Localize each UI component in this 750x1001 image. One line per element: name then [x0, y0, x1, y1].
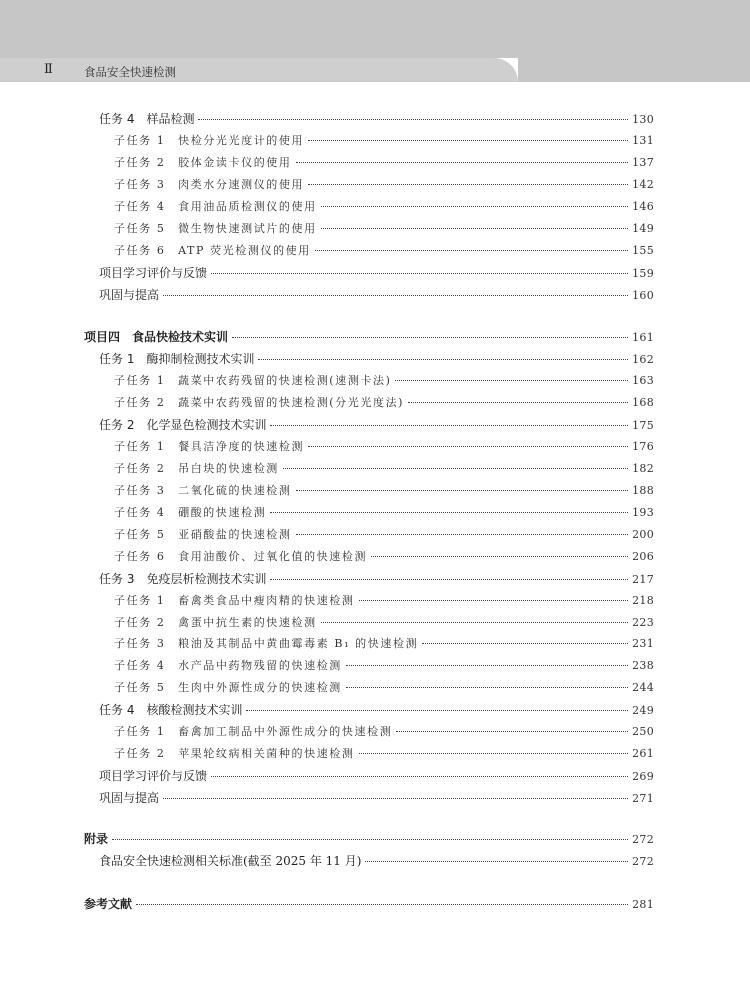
toc-entry-sub[interactable]: [114, 242, 654, 262]
toc-entry-page: 176: [632, 440, 654, 453]
toc-entry-sub[interactable]: [114, 526, 654, 546]
toc-entry-sub[interactable]: [114, 372, 654, 392]
toc-entry-section[interactable]: [99, 767, 654, 787]
toc-entry-title: 项目四 食品快检技术实训: [84, 330, 229, 344]
toc-entry-sub[interactable]: [114, 635, 654, 655]
toc-entry-title: 参考文献: [84, 897, 133, 911]
toc-entry-title: 子任务 4 食用油品质检测仪的使用: [114, 200, 317, 213]
toc-entry-title: 项目学习评价与反馈: [99, 769, 208, 783]
toc-entry-page: 160: [632, 289, 654, 302]
header-tab: [0, 58, 518, 82]
toc-entry-sub[interactable]: [114, 657, 654, 677]
toc-entry-page: 217: [632, 573, 654, 586]
dot-leader: [321, 228, 628, 229]
toc-entry-project[interactable]: [84, 830, 654, 850]
toc-entry-sub[interactable]: [114, 723, 654, 743]
toc-entry-sub[interactable]: [114, 154, 654, 174]
toc-entry-page: 200: [632, 528, 654, 541]
dot-leader: [163, 295, 628, 296]
toc-entry-sub[interactable]: [114, 220, 654, 240]
toc-entry-sub[interactable]: [114, 394, 654, 414]
toc-entry-page: 193: [632, 506, 654, 519]
toc-entry-page: 175: [632, 419, 654, 432]
dot-leader: [198, 119, 628, 120]
toc-entry-title: 巩固与提高: [99, 288, 160, 302]
toc-entry-section[interactable]: [99, 264, 654, 284]
toc-entry-sub[interactable]: [114, 176, 654, 196]
toc-entry-sub[interactable]: [114, 198, 654, 218]
dot-leader: [270, 425, 628, 426]
toc-entry-page: 137: [632, 156, 654, 169]
toc-entry-page: 188: [632, 484, 654, 497]
toc-entry-title: 子任务 4 硼酸的快速检测: [114, 506, 267, 519]
dot-leader: [270, 512, 628, 513]
toc-entry-title: 食品安全快速检测相关标准(截至 2025 年 11 月): [99, 854, 362, 868]
dot-leader: [422, 643, 628, 644]
toc-entry-page: 223: [632, 616, 654, 629]
toc-entry-page: 142: [632, 178, 654, 191]
dot-leader: [359, 600, 629, 601]
dot-leader: [371, 556, 628, 557]
toc-entry-page: 206: [632, 550, 654, 563]
toc-entry-title: 子任务 5 微生物快速测试片的使用: [114, 222, 317, 235]
toc-entry-page: 281: [632, 898, 654, 911]
toc-entry-sub[interactable]: [114, 438, 654, 458]
toc-entry-task[interactable]: [99, 350, 654, 370]
toc-entry-sub[interactable]: [114, 745, 654, 765]
toc-entry-title: 任务 4 核酸检测技术实训: [99, 703, 243, 717]
toc-entry-page: 168: [632, 396, 654, 409]
dot-leader: [315, 250, 628, 251]
dot-leader: [258, 359, 628, 360]
dot-leader: [283, 468, 628, 469]
toc-entry-project[interactable]: [84, 328, 654, 348]
toc-entry-std[interactable]: [99, 852, 654, 872]
toc-entry-title: 子任务 2 吊白块的快速检测: [114, 462, 279, 475]
toc-entry-page: 155: [632, 244, 654, 257]
toc-entry-task[interactable]: [99, 110, 654, 130]
dot-leader: [308, 140, 628, 141]
dot-leader: [211, 273, 628, 274]
toc-entry-title: 子任务 4 水产品中药物残留的快速检测: [114, 659, 342, 672]
toc-entry-title: 子任务 2 苹果轮纹病相关菌种的快速检测: [114, 747, 355, 760]
toc-entry-task[interactable]: [99, 701, 654, 721]
toc-entry-sub[interactable]: [114, 132, 654, 152]
toc-entry-section[interactable]: [99, 789, 654, 809]
dot-leader: [296, 490, 629, 491]
dot-leader: [346, 665, 628, 666]
toc-entry-task[interactable]: [99, 570, 654, 590]
toc-entry-title: 子任务 6 食用油酸价、过氧化值的快速检测: [114, 550, 368, 563]
toc-entry-title: 子任务 5 生肉中外源性成分的快速检测: [114, 681, 342, 694]
page-number: Ⅱ: [44, 62, 53, 77]
toc-entry-title: 子任务 3 粮油及其制品中黄曲霉毒素 B₁ 的快速检测: [114, 637, 419, 650]
toc-entry-project[interactable]: [84, 895, 654, 915]
book-title: 食品安全快速检测: [84, 65, 176, 79]
toc-entry-title: 子任务 1 畜禽加工制品中外源性成分的快速检测: [114, 725, 393, 738]
toc-entry-page: 244: [632, 681, 654, 694]
toc-entry-title: 任务 2 化学显色检测技术实训: [99, 418, 267, 432]
toc-entry-title: 子任务 2 禽蛋中抗生素的快速检测: [114, 616, 317, 629]
dot-leader: [365, 861, 628, 862]
toc-entry-page: 261: [632, 747, 654, 760]
toc-entry-page: 162: [632, 353, 654, 366]
toc-entry-task[interactable]: [99, 416, 654, 436]
toc-entry-sub[interactable]: [114, 504, 654, 524]
toc-entry-page: 146: [632, 200, 654, 213]
toc-entry-title: 任务 3 免疫层析检测技术实训: [99, 572, 267, 586]
toc-entry-page: 218: [632, 594, 654, 607]
toc-entry-page: 271: [632, 792, 654, 805]
toc-entry-page: 272: [632, 855, 654, 868]
toc-entry-page: 131: [632, 134, 654, 147]
header-side: [518, 58, 750, 82]
toc-entry-sub[interactable]: [114, 679, 654, 699]
dot-leader: [211, 776, 628, 777]
dot-leader: [246, 710, 628, 711]
toc-entry-page: 249: [632, 704, 654, 717]
toc-entry-page: 130: [632, 113, 654, 126]
toc-entry-page: 149: [632, 222, 654, 235]
dot-leader: [296, 162, 629, 163]
toc-entry-page: 161: [632, 331, 654, 344]
toc-entry-sub[interactable]: [114, 482, 654, 502]
toc-entry-page: 272: [632, 833, 654, 846]
toc-entry-title: 子任务 2 蔬菜中农药残留的快速检测(分光光度法): [114, 396, 405, 409]
toc-entry-section[interactable]: [99, 286, 654, 306]
toc-entry-title: 项目学习评价与反馈: [99, 266, 208, 280]
toc-entry-page: 182: [632, 462, 654, 475]
toc-entry-title: 子任务 3 肉类水分速测仪的使用: [114, 178, 305, 191]
toc-entry-title: 子任务 1 餐具洁净度的快速检测: [114, 440, 305, 453]
toc-entry-sub[interactable]: [114, 592, 654, 612]
toc-entry-title: 子任务 2 胶体金读卡仪的使用: [114, 156, 292, 169]
toc-entry-title: 任务 4 样品检测: [99, 112, 195, 126]
dot-leader: [308, 184, 628, 185]
toc-entry-page: 238: [632, 659, 654, 672]
dot-leader: [136, 904, 628, 905]
toc-entry-title: 巩固与提高: [99, 791, 160, 805]
dot-leader: [321, 206, 628, 207]
dot-leader: [359, 753, 629, 754]
toc-entry-title: 子任务 1 快检分光光度计的使用: [114, 134, 305, 147]
dot-leader: [395, 380, 628, 381]
toc-entry-page: 159: [632, 267, 654, 280]
toc-entry-title: 子任务 6 ATP 荧光检测仪的使用: [114, 244, 311, 257]
toc-entry-title: 附录: [84, 832, 109, 846]
toc-entry-page: 269: [632, 770, 654, 783]
dot-leader: [270, 579, 628, 580]
toc-entry-title: 子任务 5 亚硝酸盐的快速检测: [114, 528, 292, 541]
dot-leader: [321, 622, 628, 623]
toc-entry-page: 250: [632, 725, 654, 738]
dot-leader: [408, 402, 628, 403]
dot-leader: [112, 839, 628, 840]
toc-entry-title: 子任务 3 二氧化硫的快速检测: [114, 484, 292, 497]
toc-entry-page: 231: [632, 637, 654, 650]
toc-entry-title: 子任务 1 畜禽类食品中瘦肉精的快速检测: [114, 594, 355, 607]
dot-leader: [232, 337, 628, 338]
toc-entry-page: 163: [632, 374, 654, 387]
toc-entry-sub[interactable]: [114, 460, 654, 480]
header-band: [0, 0, 750, 58]
toc-entry-title: 任务 1 酶抑制检测技术实训: [99, 352, 255, 366]
dot-leader: [346, 687, 628, 688]
dot-leader: [396, 731, 628, 732]
dot-leader: [163, 798, 628, 799]
toc-entry-sub[interactable]: [114, 548, 654, 568]
dot-leader: [296, 534, 629, 535]
toc-entry-sub[interactable]: [114, 614, 654, 634]
dot-leader: [308, 446, 628, 447]
toc-entry-title: 子任务 1 蔬菜中农药残留的快速检测(速测卡法): [114, 374, 392, 387]
